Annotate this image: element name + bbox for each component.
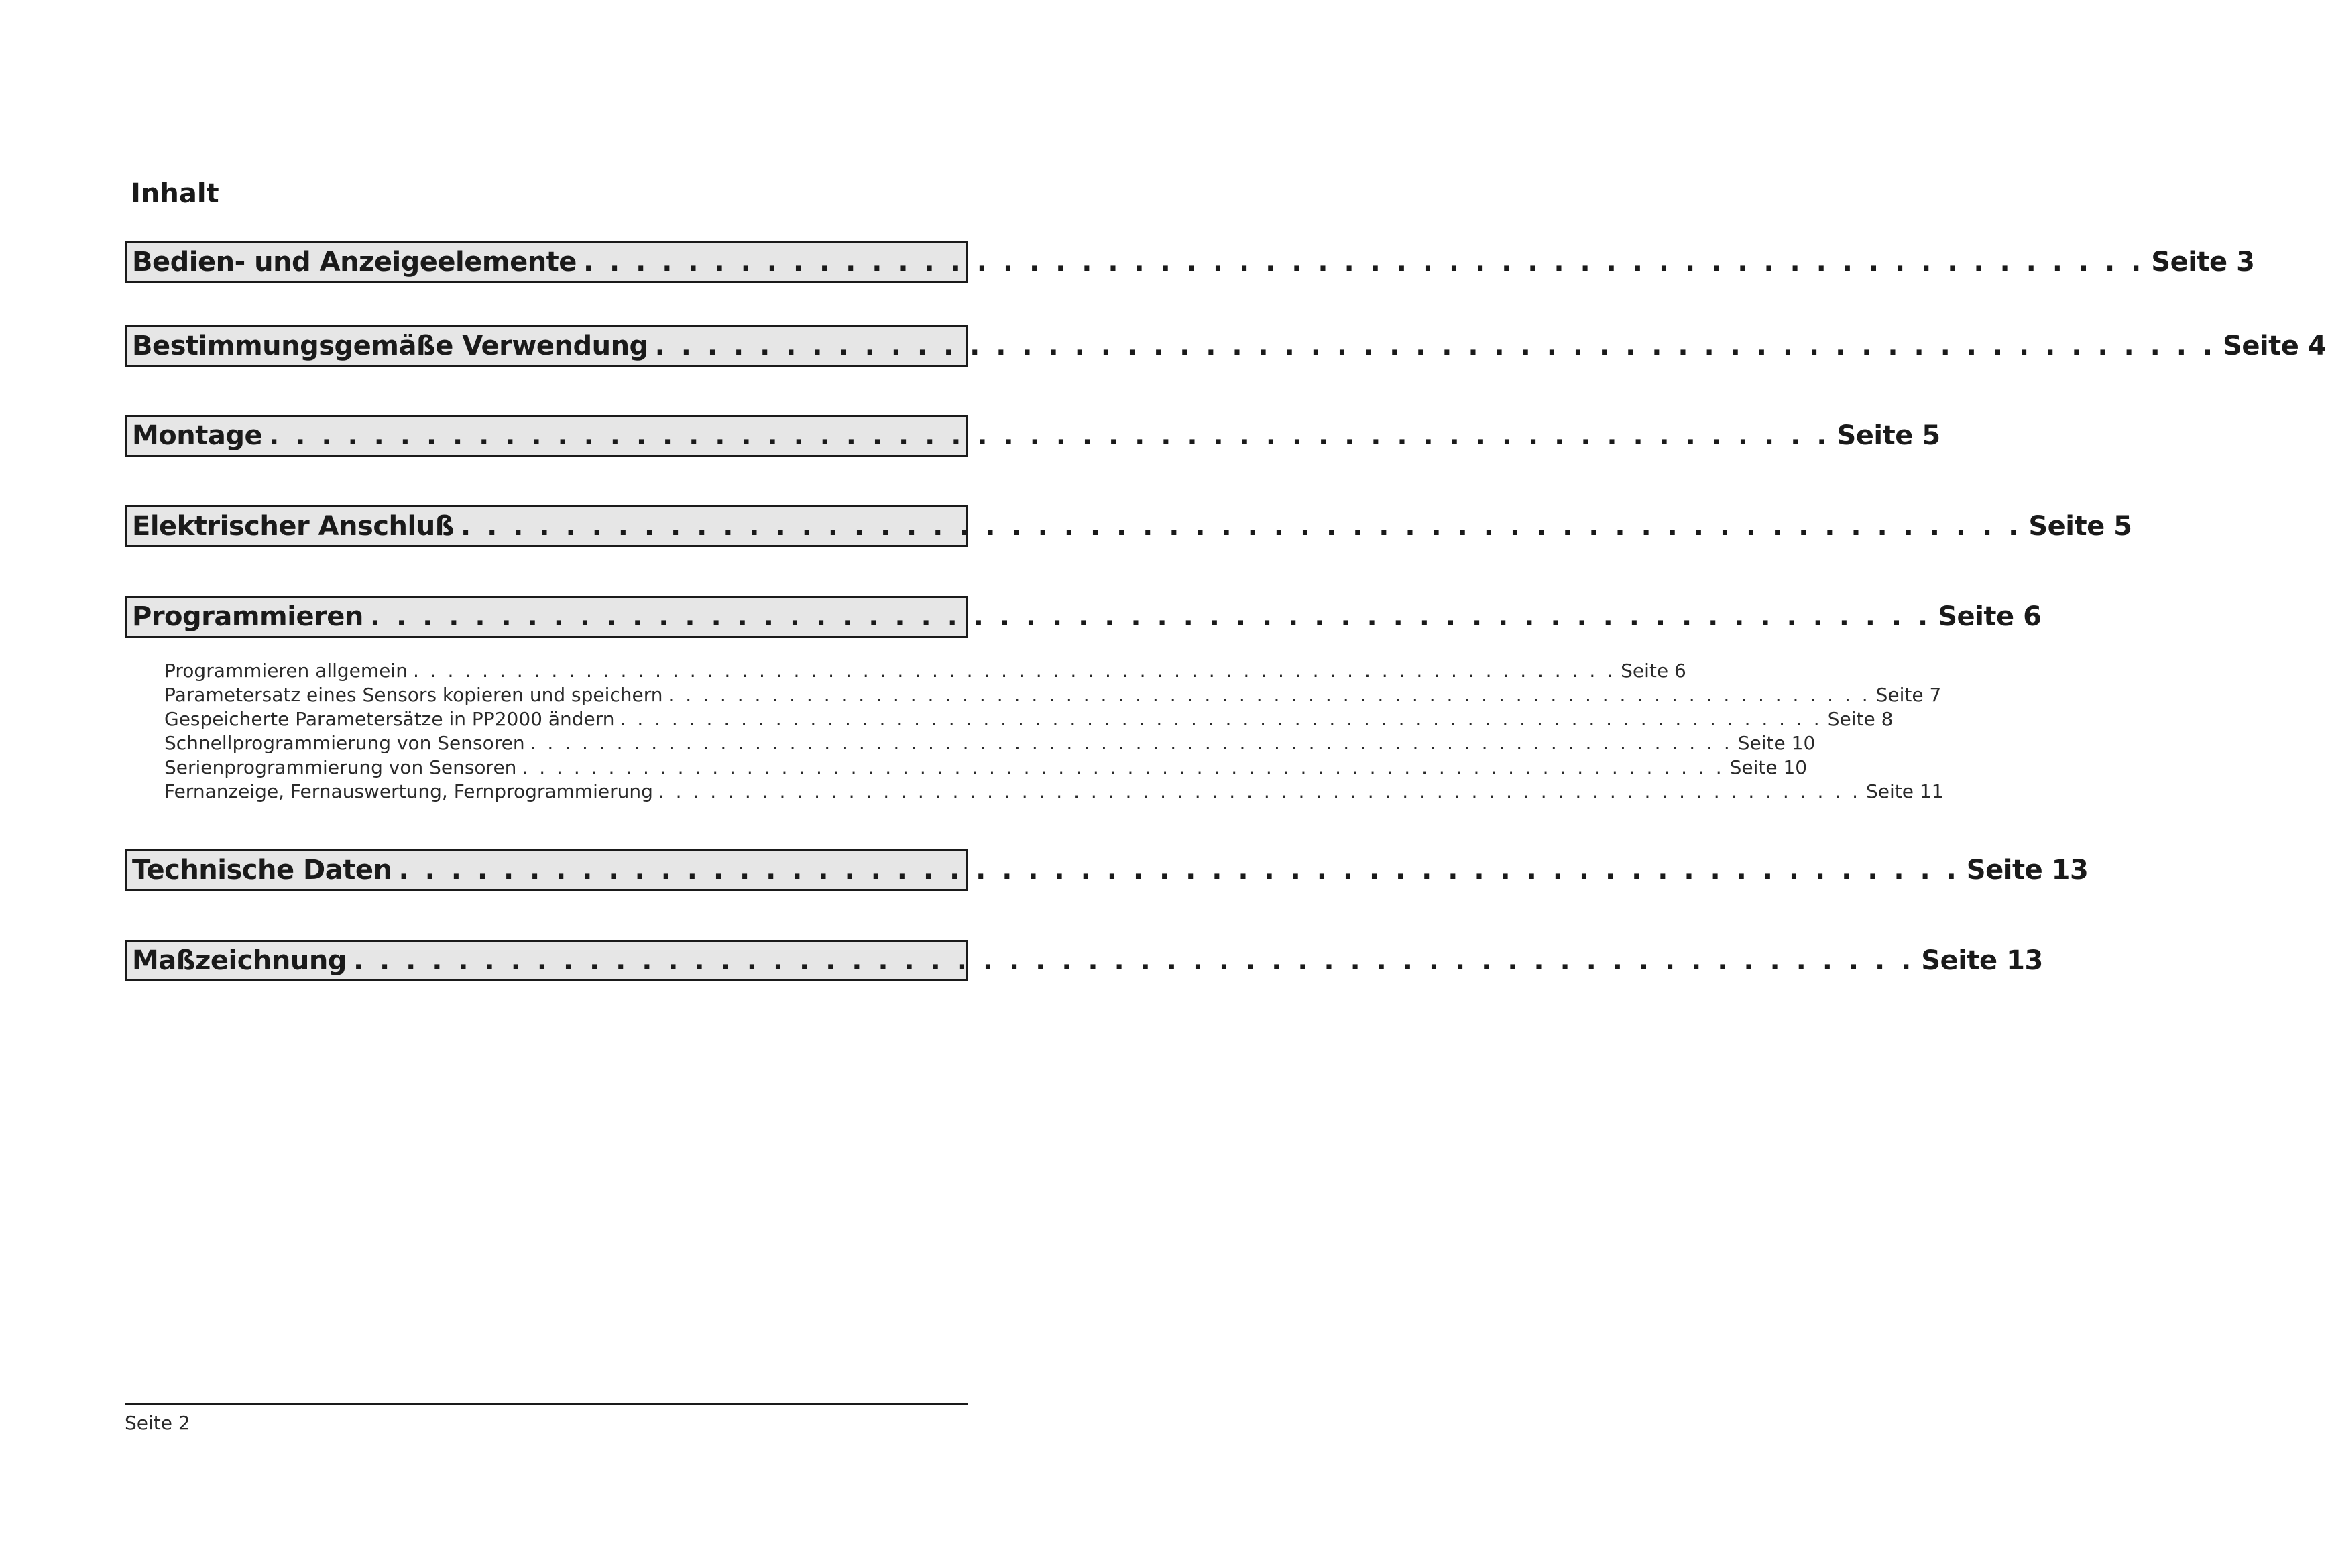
toc-leader-dots: . . . . . . . . . . . . . . . . . . . . . . . . . . . . . . . . . . . . . . . . . . . . . . . . . . . . . . . . . . . . (269, 420, 1830, 451)
toc-leader-dots: . . . . . . . . . . . . . . . . . . . . . . . . . . . . . . . . . . . . . . . . . . . . . . . . . . . . . . . . . . . . (583, 247, 2145, 278)
toc-entry-bestimmungsgemaesse-verwendung[interactable] (125, 325, 2326, 367)
toc-subentry-title: Gespeicherte Parametersätze in PP2000 ändern (164, 707, 615, 730)
toc-subentry-parametersaetze-aendern[interactable] (164, 707, 1894, 731)
toc-leader-dots: . . . . . . . . . . . . . . . . . . . . . . . . . . . . . . . . . . . . . . . . . . . . . . . . . . . . . . . . . . . . . . . . . . . . . . (530, 731, 1733, 754)
toc-entry-title: Technische Daten (132, 855, 392, 886)
toc-entry-bedien-anzeigeelemente[interactable] (125, 241, 2255, 283)
toc-entry-elektrischer-anschluss[interactable] (125, 505, 2132, 547)
toc-subentry-page: Seite 10 (1737, 731, 1816, 754)
toc-entry-technische-daten[interactable] (125, 849, 2089, 891)
toc-entry-title: Maßzeichnung (132, 945, 347, 976)
toc-leader-dots: . . . . . . . . . . . . . . . . . . . . . . . . . . . . . . . . . . . . . . . . . . . . . . . . . . . . . . . . . . . . (353, 945, 1915, 976)
toc-subentry-fernanzeige[interactable] (164, 779, 1944, 803)
toc-entry-montage[interactable] (125, 415, 1940, 457)
toc-leader-dots: . . . . . . . . . . . . . . . . . . . . . . . . . . . . . . . . . . . . . . . . . . . . . . . . . . . . . . . . . . . . (369, 601, 1932, 632)
toc-subentry-schnellprogrammierung[interactable] (164, 731, 1816, 755)
toc-leader-dots: . . . . . . . . . . . . . . . . . . . . . . . . . . . . . . . . . . . . . . . . . . . . . . . . . . . . . . . . . . . . . . . . . . . . . . (658, 780, 1861, 802)
toc-leader-dots: . . . . . . . . . . . . . . . . . . . . . . . . . . . . . . . . . . . . . . . . . . . . . . . . . . . . . . . . . . . . . . . . . . . . . . (522, 756, 1725, 778)
toc-subentry-title: Fernanzeige, Fernauswertung, Fernprogrammierung (164, 780, 653, 802)
toc-leader-dots: . . . . . . . . . . . . . . . . . . . . . . . . . . . . . . . . . . . . . . . . . . . . . . . . . . . . . . . . . . . . . . . . . . . . . . (412, 659, 1616, 682)
toc-subentry-programmieren-allgemein[interactable] (164, 658, 1686, 682)
toc-subentry-title: Serienprogrammierung von Sensoren (164, 756, 517, 778)
toc-subentry-serienprogrammierung[interactable] (164, 755, 1808, 779)
toc-subentry-title: Parametersatz eines Sensors kopieren und speichern (164, 683, 663, 706)
toc-entry-page: Seite 5 (1837, 420, 1940, 451)
toc-entry-page: Seite 13 (1966, 855, 2089, 886)
page-title: Inhalt (131, 178, 219, 209)
toc-entry-title: Montage (132, 420, 263, 451)
toc-entry-page: Seite 3 (2151, 247, 2255, 278)
toc-entry-page: Seite 13 (1921, 945, 2043, 976)
footer-divider (125, 1403, 968, 1405)
toc-entry-title: Bedien- und Anzeigeelemente (132, 247, 577, 278)
toc-subentry-parametersatz-kopieren[interactable] (164, 682, 1942, 707)
toc-leader-dots: . . . . . . . . . . . . . . . . . . . . . . . . . . . . . . . . . . . . . . . . . . . . . . . . . . . . . . . . . . . . . . . . . . . . . . (668, 683, 1871, 706)
toc-leader-dots: . . . . . . . . . . . . . . . . . . . . . . . . . . . . . . . . . . . . . . . . . . . . . . . . . . . . . . . . . . . . (398, 855, 1960, 886)
toc-subentry-title: Schnellprogrammierung von Sensoren (164, 731, 525, 754)
toc-subentry-page: Seite 8 (1827, 707, 1894, 730)
toc-subentry-page: Seite 11 (1866, 780, 1944, 802)
toc-entry-masszeichnung[interactable] (125, 940, 2043, 981)
toc-subentry-page: Seite 10 (1729, 756, 1808, 778)
toc-leader-dots: . . . . . . . . . . . . . . . . . . . . . . . . . . . . . . . . . . . . . . . . . . . . . . . . . . . . . . . . . . . . (654, 330, 2217, 361)
toc-leader-dots: . . . . . . . . . . . . . . . . . . . . . . . . . . . . . . . . . . . . . . . . . . . . . . . . . . . . . . . . . . . . (461, 511, 2022, 542)
toc-subentry-page: Seite 7 (1875, 683, 1942, 706)
toc-entry-title: Bestimmungsgemäße Verwendung (132, 330, 648, 361)
toc-entry-page: Seite 4 (2223, 330, 2326, 361)
toc-entry-title: Programmieren (132, 601, 363, 632)
toc-entry-page: Seite 5 (2028, 511, 2132, 542)
toc-entry-page: Seite 6 (1938, 601, 2042, 632)
toc-entry-programmieren[interactable] (125, 596, 2042, 638)
toc-entry-title: Elektrischer Anschluß (132, 511, 454, 542)
toc-subentry-title: Programmieren allgemein (164, 659, 408, 682)
toc-leader-dots: . . . . . . . . . . . . . . . . . . . . . . . . . . . . . . . . . . . . . . . . . . . . . . . . . . . . . . . . . . . . . . . . . . . . . . (620, 707, 1822, 730)
toc-subentry-page: Seite 6 (1621, 659, 1686, 682)
footer-page-number: Seite 2 (125, 1412, 190, 1434)
